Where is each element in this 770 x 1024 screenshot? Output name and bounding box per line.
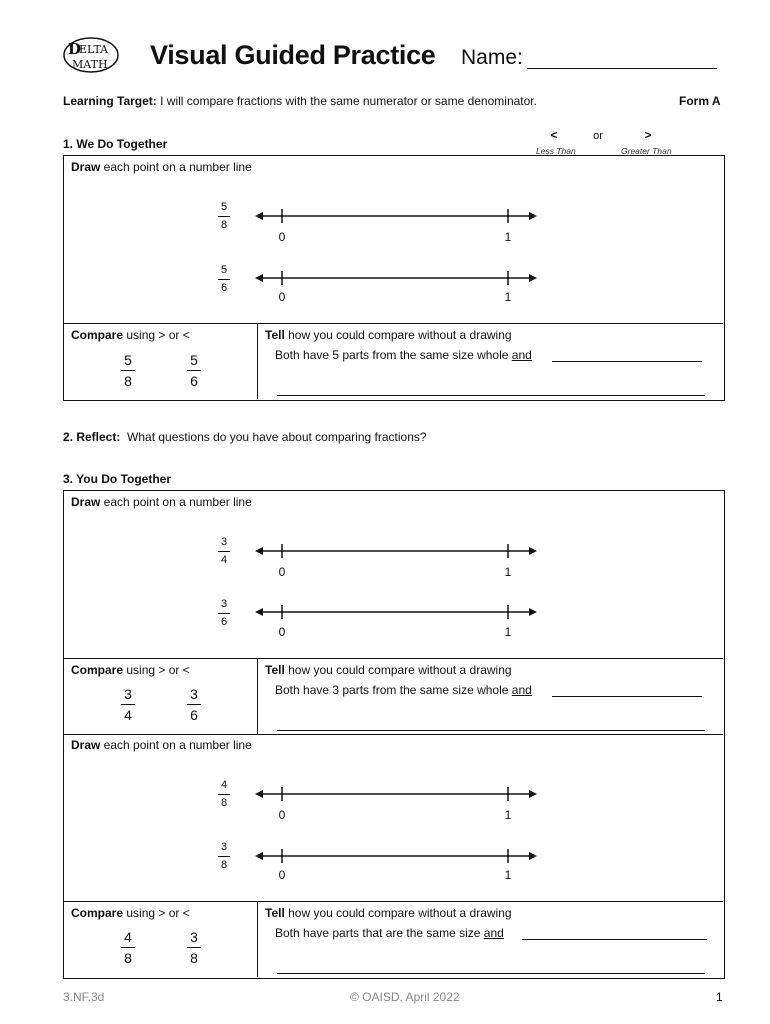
number-line-fraction: 4 8 bbox=[218, 780, 230, 809]
name-field[interactable] bbox=[527, 68, 717, 69]
learning-target-label: Learning Target: bbox=[63, 94, 157, 108]
compare-fraction-left: 4 8 bbox=[121, 930, 135, 965]
compare-fraction-right: 5 6 bbox=[187, 353, 201, 388]
number-line[interactable] bbox=[255, 786, 537, 802]
answer-blank[interactable] bbox=[552, 361, 702, 362]
hint-text: Both have parts that are the same size and bbox=[275, 926, 504, 940]
page-title: Visual Guided Practice bbox=[150, 40, 436, 70]
logo-top: ELTA bbox=[79, 43, 109, 56]
logo-d: D bbox=[68, 40, 82, 58]
row-divider bbox=[64, 658, 723, 659]
section-2-text: What questions do you have about comparing fractions? bbox=[127, 430, 427, 444]
tick-label-1: 1 bbox=[504, 230, 512, 244]
answer-blank[interactable] bbox=[277, 395, 705, 396]
tell-instruction: Tell how you could compare without a drawing bbox=[265, 663, 512, 677]
learning-target bbox=[63, 94, 537, 108]
hint-text: Both have 3 parts from the same size whole and bbox=[275, 683, 532, 697]
compare-instruction: Compare using > or < bbox=[71, 328, 190, 342]
tick-label-0: 0 bbox=[278, 230, 286, 244]
page-number: 1 bbox=[716, 990, 723, 1004]
logo-bottom: MATH bbox=[72, 58, 108, 71]
less-than-label: Less Than bbox=[536, 146, 576, 156]
draw-instruction: Draw each point on a number line bbox=[71, 495, 252, 509]
column-divider bbox=[257, 901, 258, 977]
learning-target-text: I will compare fractions with the same numerator or same denominator. bbox=[160, 94, 537, 108]
tell-instruction: Tell how you could compare without a drawing bbox=[265, 328, 512, 342]
number-line[interactable] bbox=[255, 208, 537, 224]
number-line-fraction: 5 6 bbox=[218, 265, 230, 294]
greater-than-label: Greater Than bbox=[621, 146, 672, 156]
compare-fraction-left: 3 4 bbox=[121, 687, 135, 722]
greater-than-symbol: > bbox=[644, 128, 652, 142]
number-line[interactable] bbox=[255, 543, 537, 559]
column-divider bbox=[257, 323, 258, 399]
compare-fraction-right: 3 6 bbox=[187, 687, 201, 722]
section-2-title: 2. Reflect: bbox=[63, 430, 121, 444]
section-1-title: 1. We Do Together bbox=[63, 137, 168, 151]
number-line[interactable] bbox=[255, 604, 537, 620]
name-label: Name: bbox=[461, 46, 523, 69]
tick-label-1: 1 bbox=[504, 625, 512, 639]
number-line-fraction: 3 8 bbox=[218, 842, 230, 871]
draw-instruction: Draw each point on a number line bbox=[71, 738, 252, 752]
form-label: Form A bbox=[679, 94, 721, 108]
number-line-fraction: 3 6 bbox=[218, 599, 230, 628]
compare-fraction-left: 5 8 bbox=[121, 353, 135, 388]
section-3-box bbox=[63, 490, 725, 979]
hint-text: Both have 5 parts from the same size whole and bbox=[275, 348, 532, 362]
less-than-symbol: < bbox=[550, 128, 558, 142]
row-divider bbox=[64, 734, 723, 735]
row-divider bbox=[64, 901, 723, 902]
tell-instruction: Tell how you could compare without a drawing bbox=[265, 906, 512, 920]
number-line[interactable] bbox=[255, 848, 537, 864]
footer-standard-code: 3.NF.3d bbox=[63, 990, 105, 1004]
tick-label-0: 0 bbox=[278, 290, 286, 304]
tick-label-1: 1 bbox=[504, 290, 512, 304]
tick-label-1: 1 bbox=[504, 868, 512, 882]
answer-blank[interactable] bbox=[522, 939, 707, 940]
compare-instruction: Compare using > or < bbox=[71, 663, 190, 677]
tick-label-0: 0 bbox=[278, 868, 286, 882]
number-line[interactable] bbox=[255, 270, 537, 286]
tick-label-1: 1 bbox=[504, 565, 512, 579]
answer-blank[interactable] bbox=[277, 730, 705, 731]
row-divider bbox=[64, 323, 723, 324]
answer-blank[interactable] bbox=[277, 973, 705, 974]
compare-instruction: Compare using > or < bbox=[71, 906, 190, 920]
tick-label-1: 1 bbox=[504, 808, 512, 822]
number-line-fraction: 5 8 bbox=[218, 202, 230, 231]
tick-label-0: 0 bbox=[278, 625, 286, 639]
section-2 bbox=[63, 430, 427, 444]
tick-label-0: 0 bbox=[278, 565, 286, 579]
answer-blank[interactable] bbox=[552, 696, 702, 697]
section-3-title: 3. You Do Together bbox=[63, 472, 172, 486]
delta-math-logo bbox=[62, 36, 120, 74]
draw-instruction: Draw each point on a number line bbox=[71, 160, 252, 174]
footer-copyright: © OAISD, April 2022 bbox=[350, 990, 460, 1004]
number-line-fraction: 3 4 bbox=[218, 537, 230, 566]
compare-fraction-right: 3 8 bbox=[187, 930, 201, 965]
section-1-box bbox=[63, 155, 725, 401]
column-divider bbox=[257, 658, 258, 734]
tick-label-0: 0 bbox=[278, 808, 286, 822]
or-text: or bbox=[593, 130, 603, 142]
